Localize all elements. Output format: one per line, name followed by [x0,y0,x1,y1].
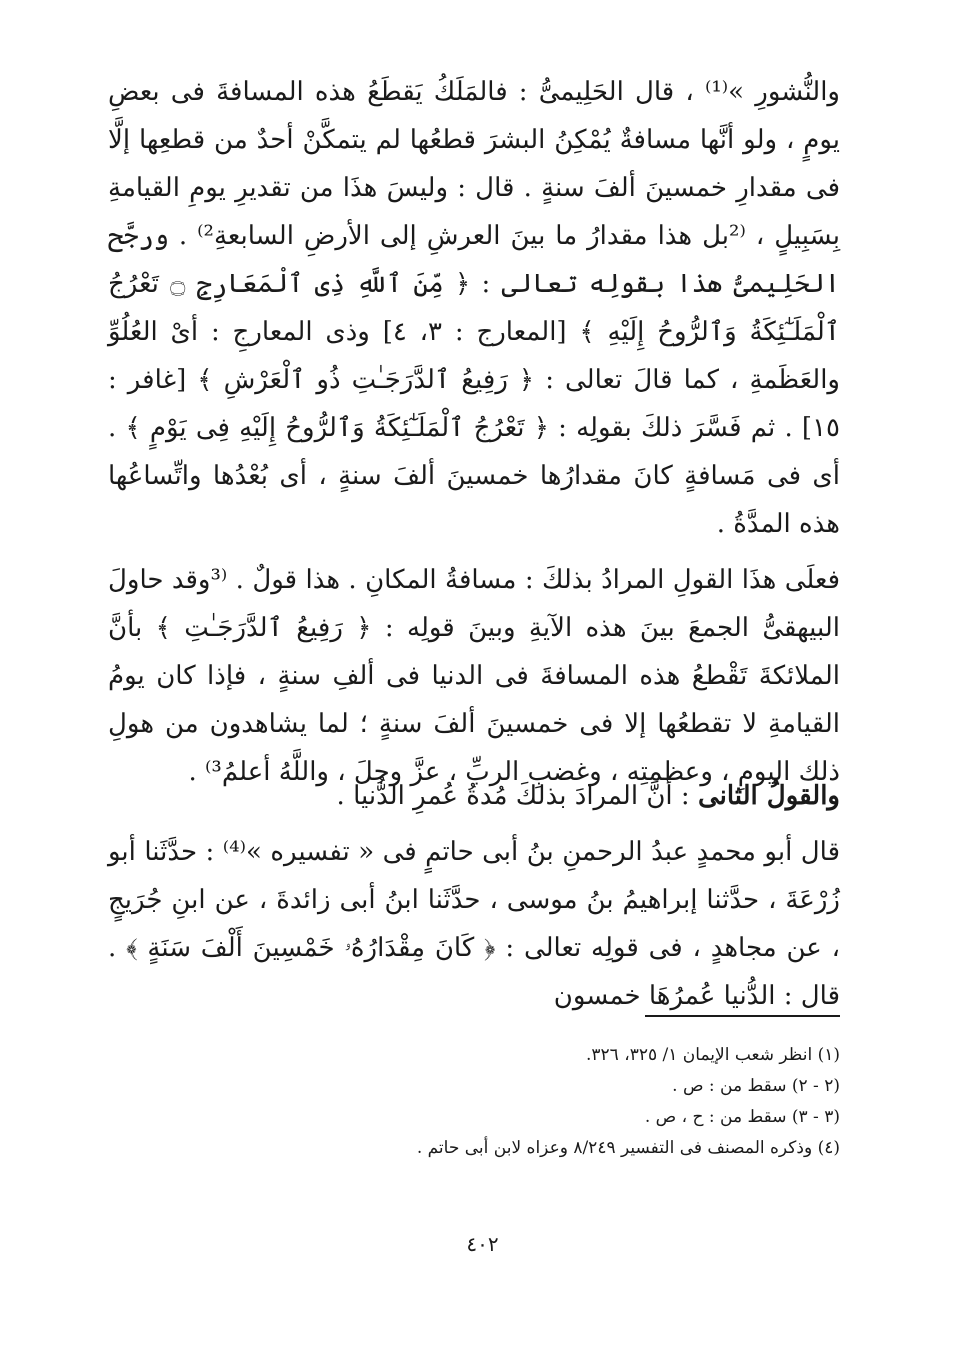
section-heading-rest: : أنَّ المرادَ بذلكَ مُدةُ عُمرِ الدُّنيا . [336,781,698,811]
footnote-4: (٤) وذكره المصنف فى التفسير ٨/٢٤٩ وعزاه لابن أبى حاتم . [416,1138,840,1158]
page-number: ٤٠٢ [466,1232,499,1256]
section-heading-line [108,772,840,820]
footnote-3: (٣ - ٣) سقط من : ح ، ص . [644,1107,840,1127]
section-heading: والقولُ الثانى [697,781,840,811]
footnote-2: (٢ - ٢) سقط من : ص . [672,1076,840,1096]
paragraph-1: والنُّشورِ »⁽¹⁾ ، قال الحَلِيمىُّ : فالمَلَكُ يَقطَعُ هذه المسافةَ فى بعضِ يومٍ ، ولو أنَّها مسافةٌ يُمْكِنُ البشرَ قطعُها لم يتمكَّنْ أحدٌ من قطعِها إلَّا فى مقدارِ خمسينَ ألفَ سنةٍ . قال : وليسَ هذَا من تقديرِ يومِ القيامةِ بِسَبِيلٍ ، ⁽²بل هذا مقدارُ ما بينَ العرشِ إلى الأرضِ السابعةِ²⁾ . ورجَّح الحَلِيمىُّ هذا بقولِه تعالى : ﴿ مِّنَ ٱللَّهِ ذِى ٱلْمَعَارِجِ ۝ تَعْرُجُ ٱلْمَلَـٰٓئِكَةُ وَٱلرُّوحُ إِلَيْهِ ﴾ [المعارج : ٣، ٤] وذى المعارجِ : أىْ العُلُوِّ والعَظَمةِ ، كما قالَ تعالى : ﴿ رَفِيعُ ٱلدَّرَجَـٰتِ ذُو ٱلْعَرْشِ ﴾ [غافر : ١٥] . ثم فَسَّرَ ذلكَ بقولِه : ﴿ تَعْرُجُ ٱلْمَلَـٰٓئِكَةُ وَٱلرُّوحُ إِلَيْهِ فِى يَوْمٍ ﴾ . أى فى مَسافةٍ كانَ مقدارُها خمسينَ ألفَ سنةٍ ، أى بُعْدُها واتِّساعُها هذه المدَّةُ . [108,77,841,539]
footnotes [300,1040,840,1164]
footnote-1: (١) انظر شعب الإيمان ١/ ٣٢٥، ٣٢٦. [586,1045,840,1065]
paragraph-3: قال أبو محمدٍ عبدُ الرحمنِ بنُ أبى حاتمٍ فى « تفسيره »⁽⁴⁾ : حدَّثَنا أبو زُرْعَةَ ، حدَّثنا إبراهيمُ بنُ موسى ، حدَّثَنا ابنُ أبى زائدةَ ، عن ابنِ جُرَيجٍ ، عن مجاهدٍ ، فى قولِه تعالى : ﴿ كَانَ مِقْدَارُهُۥ خَمْسِينَ أَلْفَ سَنَةٍ ﴾ . قال : الدُّنيا عُمرُهَا خمسون [108,837,840,1011]
footnote-separator [645,1015,840,1017]
paragraph-2: فعلَى هذَا القولِ المرادُ بذلكَ : مسافةُ المكانِ . هذا قولٌ . ⁽³وقد حاولَ البيهقىُّ الجمعَ بينَ هذه الآيةِ وبينَ قولِه : ﴿ رَفِيعُ ٱلدَّرَجَـٰتِ ﴾ بأنَّ الملائكةَ تَقْطعُ هذه المسافةَ فى الدنيا فى ألفِ سنةٍ ، فإذا كان يومُ القيامةِ لا تقطعُها إلا فى خمسينَ ألفَ سنةٍ ؛ لما يشاهدون من هولِ ذلك اليومِ ، وعظمتِه ، وغضبِ الربِّ ، عزَّ وجلَ ، واللَّهُ أعلمُ³⁾ . [108,565,841,787]
main-text-lower [108,772,840,1020]
main-text-upper [108,68,840,796]
